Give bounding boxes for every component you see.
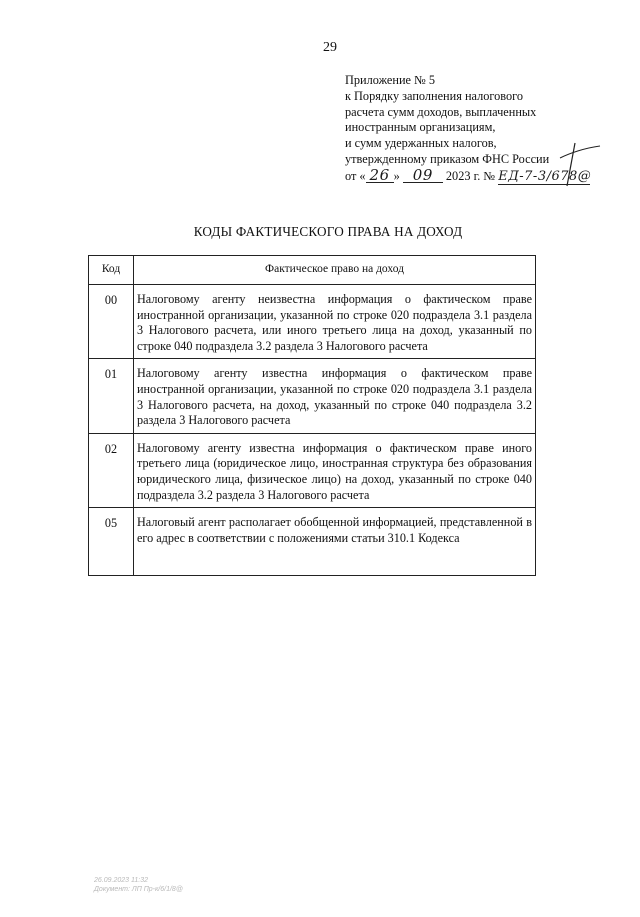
handwritten-day: 26 [366,168,394,183]
stamp-line: 26.09.2023 11:32 [94,877,148,884]
table-header-row [89,256,536,285]
date-day-suffix: » [393,168,400,183]
handwritten-order-number: ЕД-7-3/678@ [498,168,592,184]
appendix-line: иностранным организациям, [345,120,496,135]
appendix-line: и сумм удержанных налогов, [345,136,497,151]
electronic-stamp [94,876,183,894]
row-description: Налоговому агенту известна информация о фактическом праве иностранной организации, указанной по строке 020 подраздела 3.1 раздела 3 Налогового расчета, на доход, указанный по строке 040 подраздела 3.2 раздела 3 Налогового расчета [134,359,536,433]
appendix-line: к Порядку заполнения налогового [345,88,524,103]
column-header-right: Фактическое право на доход [134,256,536,285]
appendix-block [345,73,605,186]
row-code: 01 [89,359,134,433]
table-row [89,433,536,507]
table-row [89,285,536,359]
document-heading: КОДЫ ФАКТИЧЕСКОГО ПРАВА НА ДОХОД [193,224,463,239]
date-prefix: от « [345,168,366,183]
table-row [89,359,536,433]
handwritten-month: 09 [403,168,443,183]
signature-flourish-icon [505,138,605,188]
stamp-line: Документ: ЛП Пр-к/6/1/8@ [94,886,183,893]
appendix-line: расчета сумм доходов, выплаченных [345,104,537,119]
row-description: Налоговому агенту неизвестна информация о фактическом праве иностранной организации, указанной по строке 020 подраздела 3.1 раздела 3 Налогового расчета, или иного третьего лица на доход, указанный по строке 040 подраздела 3.2 раздела 3 Налогового расчета [134,285,536,359]
approval-date-line [345,165,605,186]
row-code: 00 [89,285,134,359]
row-code: 02 [89,433,134,507]
appendix-line: Приложение № 5 [345,73,436,87]
page-number: 29 [323,40,337,55]
income-rights-codes-table [88,255,536,576]
appendix-line: утвержденному приказом ФНС России [345,151,550,166]
row-description: Налоговый агент располагает обобщенной информацией, представленной в его адрес в соответствии с положениями статьи 310.1 Кодекса [134,508,536,576]
row-description: Налоговому агенту известна информация о фактическом праве иного третьего лица (юридическое лицо, иностранная структура без образования юридического лица, физическое лицо) на доход, указанный по строке 040 подраздела 3.2 раздела 3 Налогового расчета [134,433,536,507]
date-year: 2023 г. № [445,168,496,183]
row-code: 05 [89,508,134,576]
table-row [89,508,536,576]
column-header-code: Код [89,256,134,285]
